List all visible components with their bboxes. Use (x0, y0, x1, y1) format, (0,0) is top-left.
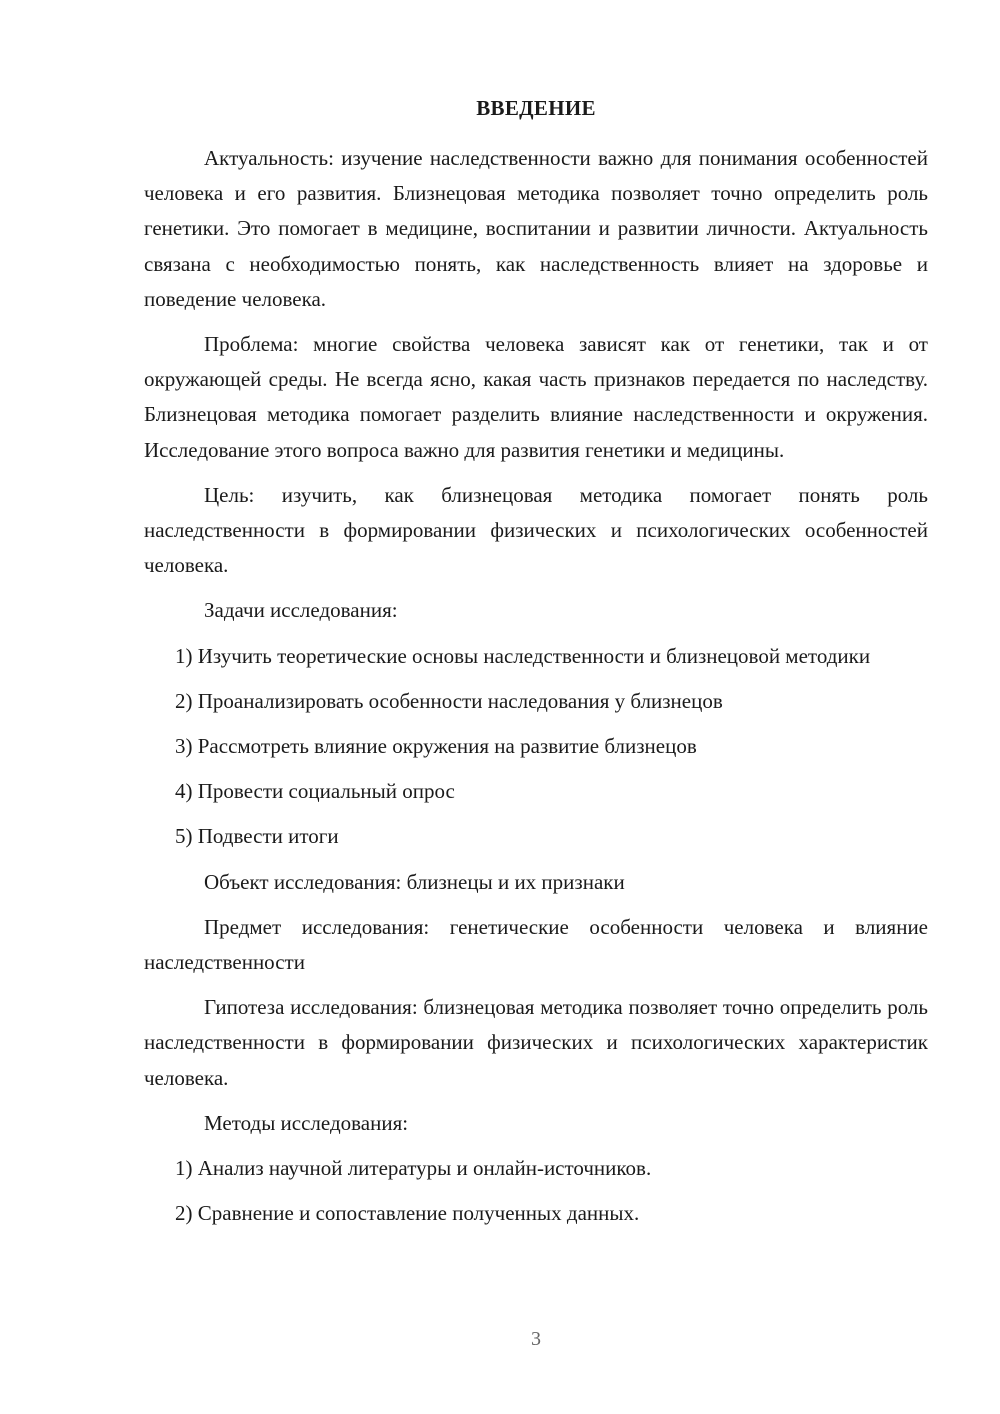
methods-heading: Методы исследования: (204, 1110, 409, 1135)
method-item: 2) Сравнение и сопоставление полученных данных. (175, 1201, 640, 1226)
task-item: 5) Подвести итоги (175, 824, 339, 849)
problem-paragraph: Проблема: многие свойства человека зависят как от генетики, так и от окружающей среды. Не всегда ясно, какая часть признаков передается по наследству. Близнецовая методика помогает разделить влияние наследственности и окружения. Исследование этого вопроса важно для развития генетики и медицины. (144, 332, 928, 462)
tasks-heading: Задачи исследования: (204, 598, 398, 623)
task-item: 3) Рассмотреть влияние окружения на развитие близнецов (175, 734, 697, 759)
task-item: 1) Изучить теоретические основы наследственности и близнецовой методики (175, 643, 871, 668)
hypothesis-paragraph: Гипотеза исследования: близнецовая методика позволяет точно определить роль наследственности в формировании физических и психологических характеристик человека. (144, 995, 928, 1090)
task-item: 2) Проанализировать особенности наследования у близнецов (175, 688, 723, 713)
page-title: ВВЕДЕНИЕ (476, 96, 596, 120)
relevance-paragraph: Актуальность: изучение наследственности важно для понимания особенностей человека и его развития. Близнецовая методика позволяет точно определить роль генетики. Это помогает в медицине, воспитании и развитии личности. Актуальность связана с необходимостью понять, как наследственность влияет на здоровье и поведение человека. (144, 146, 928, 311)
method-item: 1) Анализ научной литературы и онлайн-источников. (175, 1156, 652, 1181)
goal-paragraph: Цель: изучить, как близнецовая методика помогает понять роль наследственности в формировании физических и психологических особенностей человека. (144, 482, 928, 578)
page-number: 3 (531, 1328, 541, 1350)
subject-paragraph: Предмет исследования: генетические особенности человека и влияние наследственности (144, 914, 928, 975)
task-item: 4) Провести социальный опрос (175, 779, 455, 804)
object-paragraph: Объект исследования: близнецы и их признаки (204, 869, 625, 894)
document-body (144, 141, 928, 1231)
